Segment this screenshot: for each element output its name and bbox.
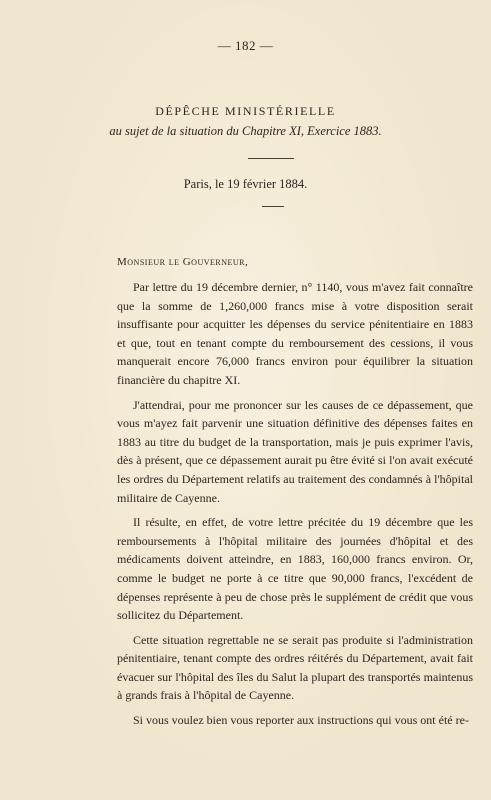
salutation: Monsieur le Gouverneur, bbox=[117, 256, 249, 268]
paragraph-1: Par lettre du 19 décembre dernier, n° 1140, vous m'avez fait connaître que la somme de 1,260,000 francs mise à votre disposition serait insuffisante pour acquitter les dépenses du service pénitentiaire en 1883 et que, tout en tenant compte du remboursement des cessions, il vous manquerait encore 76,000 francs environ pour équilibrer la situation financière du chapitre XI. bbox=[117, 280, 473, 387]
dateline: Paris, le 19 février 1884. bbox=[183, 177, 308, 191]
separator-rule-short bbox=[262, 206, 284, 207]
dispatch-title: DÉPÊCHE MINISTÉRIELLE bbox=[155, 104, 336, 118]
letter-body bbox=[117, 278, 473, 736]
paragraph-2: J'attendrai, pour me prononcer sur les causes de ce dépassement, que vous m'ayez fait parvenir une situation définitive des dépenses faites en 1883 au titre du budget de la transportation, mais je puis exprimer l'avis, dès à présent, que ce dépassement aurait pu être évité si l'on avait exécuté les ordres du Département relatifs au traitement des condamnés à l'hôpital militaire de Cayenne. bbox=[117, 397, 473, 505]
page-number: — 182 — bbox=[217, 38, 274, 53]
separator-rule bbox=[248, 158, 294, 159]
paragraph-3: Il résulte, en effet, de votre lettre précitée du 19 décembre que les remboursements à l'hôpital militaire des journées d'hôpital et des médicaments doivent atteindre, en 1883, 160,000 francs environ. Or, comme le budget ne porte à ce titre que 90,000 francs, l'excédent de dépenses représente à peu de chose près le supplément de crédit que vous sollicitez du Département. bbox=[117, 515, 473, 623]
dispatch-subtitle: au sujet de la situation du Chapitre XI, Exercice 1883. bbox=[109, 124, 382, 138]
paragraph-5: Si vous voulez bien vous reporter aux instructions qui vous ont été re- bbox=[133, 713, 469, 728]
paragraph-4: Cette situation regrettable ne se serait pas produite si l'administration pénitentiaire, tenant compte des ordres réitérés du Département, avait fait évacuer sur l'hôpital des îles du Salut la plupart des transportés maintenus à grands frais à l'hôpital de Cayenne. bbox=[117, 632, 473, 703]
